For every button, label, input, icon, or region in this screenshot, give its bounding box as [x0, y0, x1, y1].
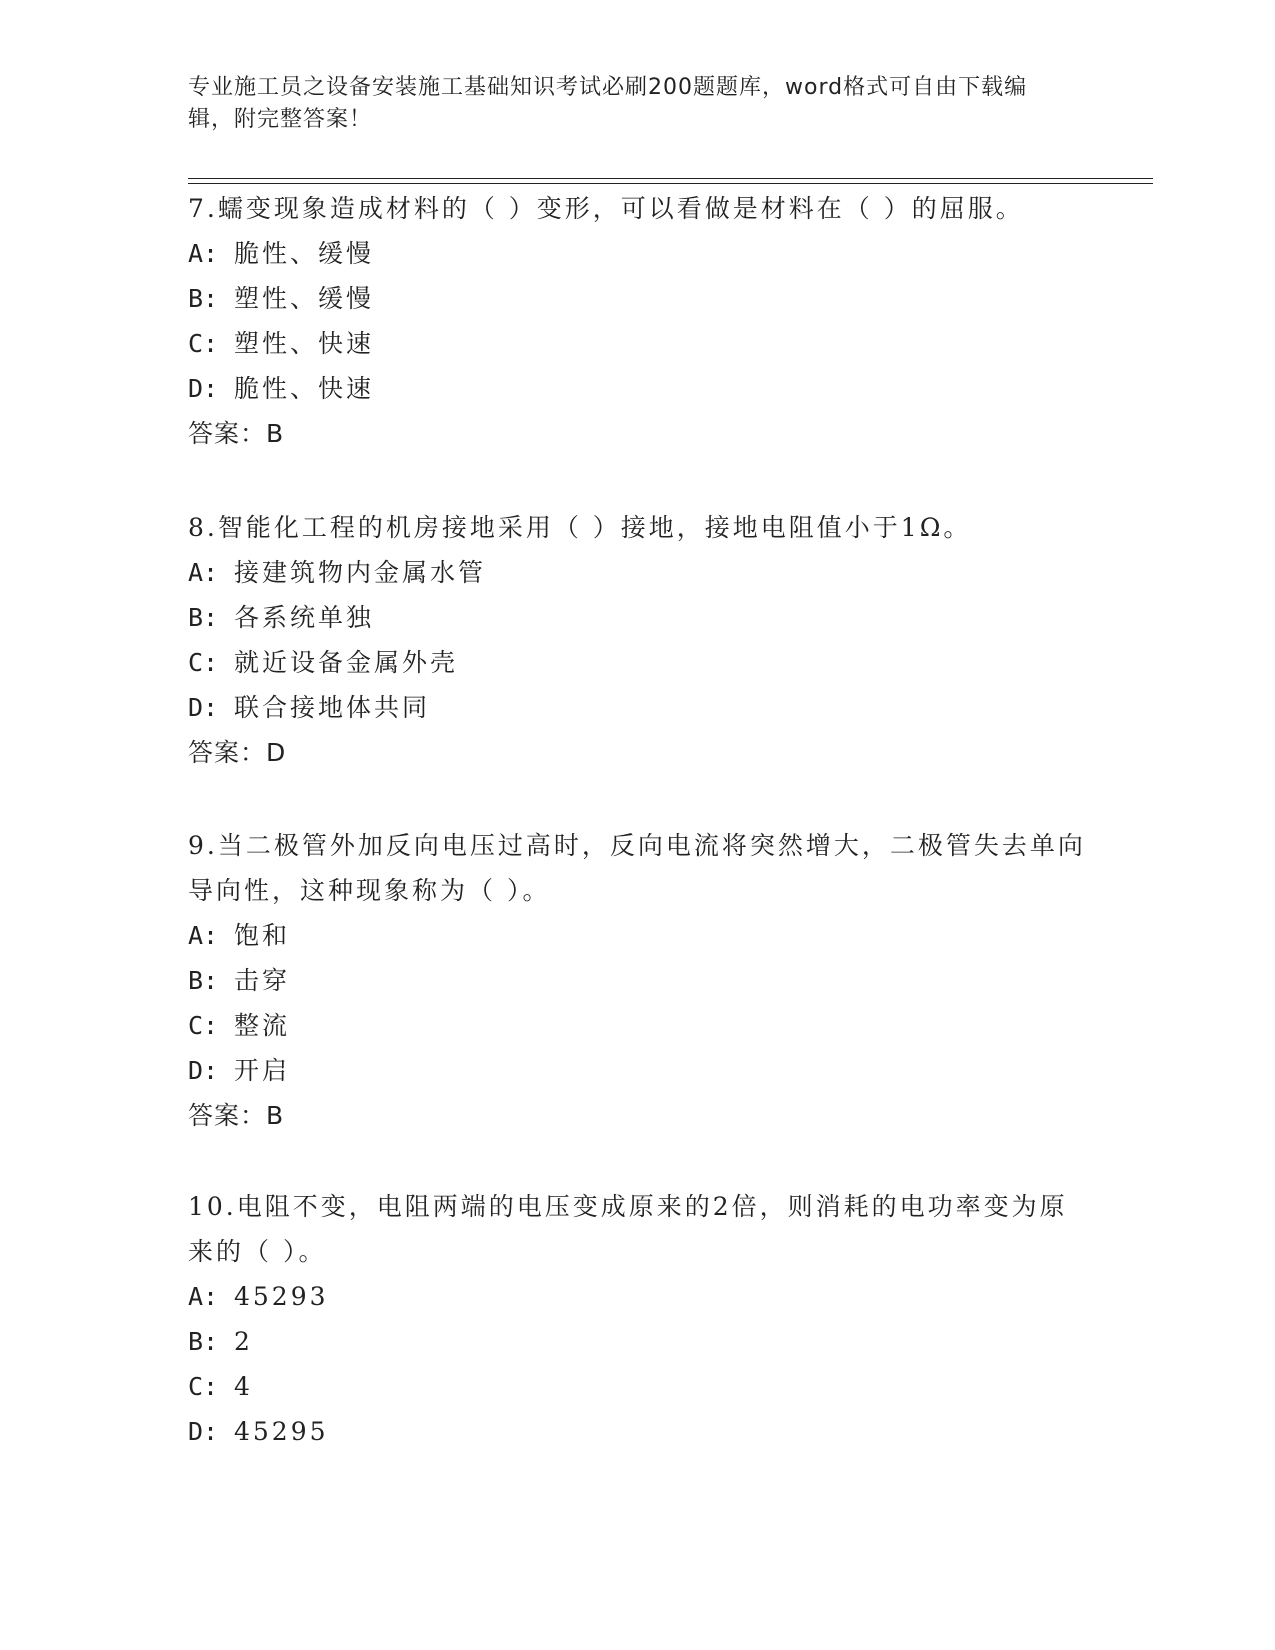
question-7 — [188, 186, 1088, 456]
option-a — [188, 913, 1088, 958]
question-10 — [188, 1184, 1088, 1454]
option-key: D: — [188, 1056, 219, 1085]
option-text: 塑性、缓慢 — [234, 284, 375, 313]
option-text: 就近设备金属外壳 — [234, 648, 459, 677]
option-key: A: — [188, 921, 219, 950]
option-text: 2 — [234, 1327, 253, 1356]
question-9 — [188, 823, 1088, 1138]
question-stem: 7.蠕变现象造成材料的（ ）变形，可以看做是材料在（ ）的屈服。 — [188, 194, 1024, 223]
option-d — [188, 1409, 1088, 1454]
option-text: 45293 — [234, 1282, 329, 1311]
option-key: C: — [188, 648, 219, 677]
option-key: D: — [188, 693, 219, 722]
option-text: 饱和 — [234, 921, 291, 950]
answer-line: 答案：D — [188, 738, 287, 767]
option-key: B: — [188, 1327, 219, 1356]
option-text: 4 — [234, 1372, 253, 1401]
question-stem: 9.当二极管外加反向电压过高时，反向电流将突然增大，二极管失去单向导向性，这种现象称为（ ）。 — [188, 831, 1086, 905]
question-stem: 10.电阻不变，电阻两端的电压变成原来的2倍，则消耗的电功率变为原来的（ ）。 — [188, 1192, 1068, 1266]
option-text: 开启 — [234, 1056, 291, 1085]
option-text: 接建筑物内金属水管 — [234, 558, 487, 587]
option-a — [188, 231, 1088, 276]
option-key: B: — [188, 966, 219, 995]
option-key: B: — [188, 603, 219, 632]
document-header-title: 专业施工员之设备安装施工基础知识考试必刷200题题库，word格式可自由下载编辑，附完整答案！ — [188, 75, 1028, 132]
option-text: 45295 — [234, 1417, 329, 1446]
option-b — [188, 276, 1088, 321]
option-key: D: — [188, 1417, 219, 1446]
option-c — [188, 1003, 1088, 1048]
option-b — [188, 958, 1088, 1003]
option-text: 联合接地体共同 — [234, 693, 431, 722]
option-d — [188, 366, 1088, 411]
question-stem: 8.智能化工程的机房接地采用（ ）接地，接地电阻值小于1Ω。 — [188, 513, 972, 542]
option-d — [188, 685, 1088, 730]
option-text: 整流 — [234, 1011, 291, 1040]
option-a — [188, 550, 1088, 595]
question-8 — [188, 505, 1088, 775]
option-text: 脆性、缓慢 — [234, 239, 375, 268]
option-key: C: — [188, 1011, 219, 1040]
header-divider-bottom — [188, 183, 1153, 184]
option-c — [188, 1364, 1088, 1409]
option-d — [188, 1048, 1088, 1093]
option-text: 脆性、快速 — [234, 374, 375, 403]
option-a — [188, 1274, 1088, 1319]
option-b — [188, 595, 1088, 640]
option-text: 各系统单独 — [234, 603, 375, 632]
option-key: C: — [188, 329, 219, 358]
option-text: 击穿 — [234, 966, 291, 995]
option-b — [188, 1319, 1088, 1364]
header-divider-top — [188, 178, 1153, 179]
option-c — [188, 321, 1088, 366]
option-text: 塑性、快速 — [234, 329, 375, 358]
option-key: A: — [188, 558, 219, 587]
answer-line: 答案：B — [188, 1101, 285, 1130]
option-key: C: — [188, 1372, 219, 1401]
answer-line: 答案：B — [188, 419, 285, 448]
option-key: A: — [188, 239, 219, 268]
option-key: B: — [188, 284, 219, 313]
option-key: D: — [188, 374, 219, 403]
option-key: A: — [188, 1282, 219, 1311]
option-c — [188, 640, 1088, 685]
